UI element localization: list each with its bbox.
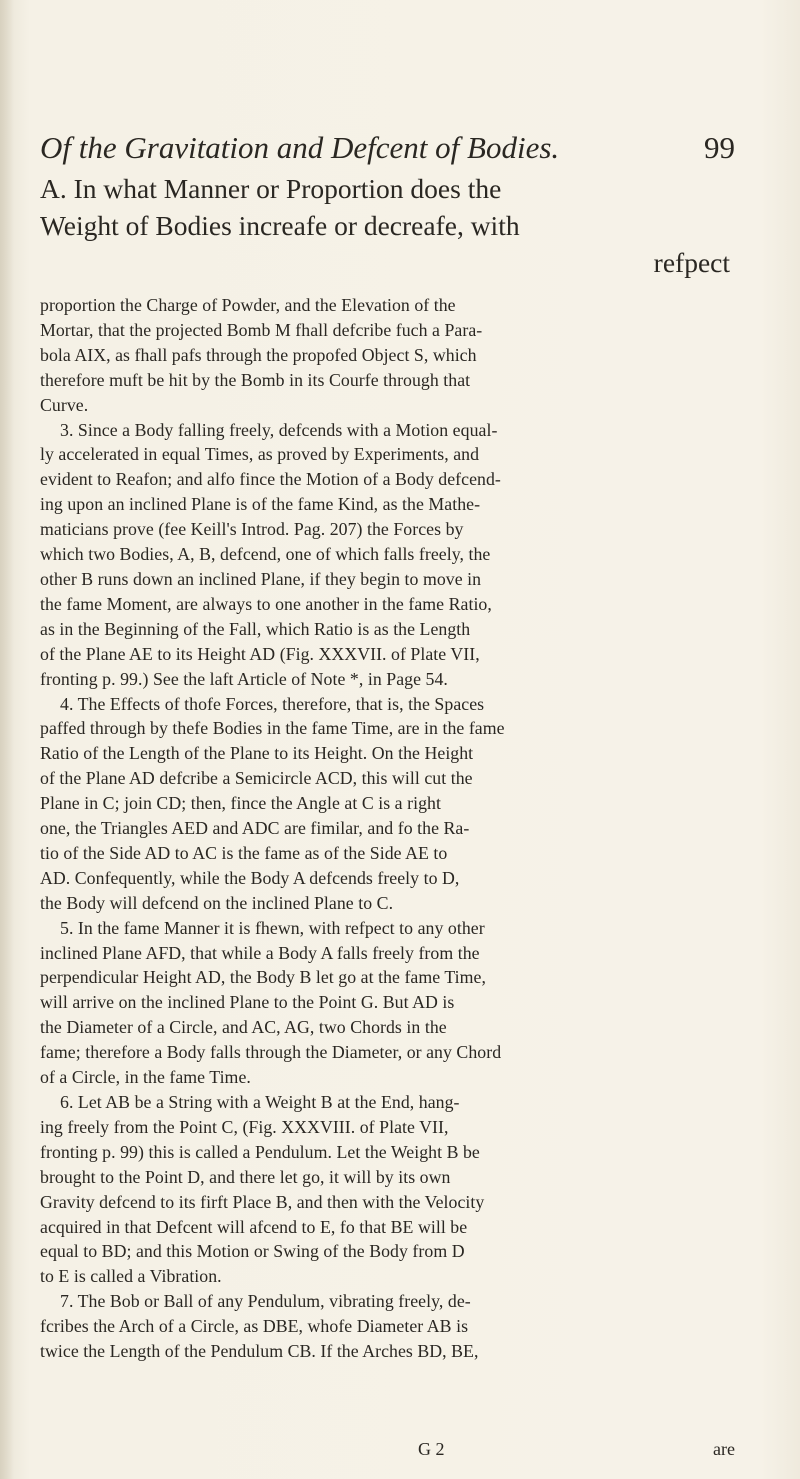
text-line: therefore muft be hit by the Bomb in its Courfe through that [40,369,471,390]
text-line: to E is called a Vibration. [40,1266,222,1287]
text-line: bola AIX, as fhall pafs through the propofed Object S, which [40,344,477,365]
running-header [40,128,760,168]
paragraph-6-start: 6. Let AB be a String with a Weight B at the End, hang- [60,1092,460,1112]
text-line: inclined Plane AFD, that while a Body A falls freely from the [40,942,480,963]
catchword: are [713,1439,735,1459]
text-line: equal to BD; and this Motion or Swing of the Body from D [40,1241,465,1262]
paragraph-3-start: 3. Since a Body falling freely, defcends with a Motion equal- [60,419,498,440]
body-text [40,293,752,1364]
text-line: twice the Length of the Pendulum CB. If the Arches BD, BE, [40,1341,479,1362]
text-line: of the Plane AE to its Height AD (Fig. XXXVII. of Plate VII, [40,643,480,664]
question-line: refpect [653,247,730,278]
text-line: fronting p. 99) this is called a Pendulum. Let the Weight B be [40,1141,480,1162]
text-line: AD. Confequently, while the Body A defcends freely to D, [40,867,460,888]
text-line: tio of the Side AD to AC is the fame as of the Side AE to [40,842,448,863]
text-line: ing upon an inclined Plane is of the fame Kind, as the Mathe- [40,494,481,515]
text-line: paffed through by thefe Bodies in the fame Time, are in the fame [40,718,505,739]
paragraph-5-start: 5. In the fame Manner it is fhewn, with refpect to any other [60,917,485,938]
text-line: Gravity defcend to its firft Place B, and then with the Velocity [40,1191,485,1212]
text-line: ing freely from the Point C, (Fig. XXXVIII. of Plate VII, [40,1116,449,1137]
text-line: ly accelerated in equal Times, as proved by Experiments, and [40,444,480,465]
text-line: fronting p. 99.) See the laft Article of Note *, in Page 54. [40,668,448,689]
text-line: of a Circle, in the fame Time. [40,1067,251,1088]
text-line: other B runs down an inclined Plane, if they begin to move in [40,568,482,589]
running-title: Of the Gravitation and Defcent of Bodies. [40,130,560,165]
paragraph-7-start: 7. The Bob or Ball of any Pendulum, vibrating freely, de- [60,1291,471,1312]
question-line: Weight of Bodies increafe or decreafe, with [40,210,520,241]
text-line: Plane in C; join CD; then, fince the Angle at C is a right [40,793,441,814]
text-line: Curve. [40,394,89,415]
text-line: evident to Reafon; and alfo fince the Motion of a Body defcend- [40,469,501,490]
text-line: fame; therefore a Body falls through the Diameter, or any Chord [40,1042,502,1063]
page-number: 99 [704,130,735,165]
text-line: the Diameter of a Circle, and AC, AG, two Chords in the [40,1017,447,1038]
question-line: A. In what Manner or Proportion does the [40,173,502,204]
question-heading [40,170,760,281]
text-line: fcribes the Arch of a Circle, as DBE, whofe Diameter AB is [40,1316,469,1337]
text-line: as in the Beginning of the Fall, which Ratio is as the Length [40,618,471,639]
signature-mark: G 2 [418,1439,445,1459]
text-line: will arrive on the inclined Plane to the Point G. But AD is [40,992,455,1013]
text-line: one, the Triangles AED and ADC are fimilar, and fo the Ra- [40,818,470,839]
text-line: of the Plane AD defcribe a Semicircle ACD, this will cut the [40,768,473,789]
text-line: proportion the Charge of Powder, and the Elevation of the [40,295,456,315]
text-line: which two Bodies, A, B, defcend, one of which falls freely, the [40,544,491,565]
paragraph-4-start: 4. The Effects of thofe Forces, therefore, that is, the Spaces [60,693,485,714]
text-line: the Body will defcend on the inclined Plane to C. [40,892,394,913]
text-line: Ratio of the Length of the Plane to its Height. On the Height [40,743,474,764]
text-line: perpendicular Height AD, the Body B let go at the fame Time, [40,967,486,988]
text-line: brought to the Point D, and there let go, it will by its own [40,1166,451,1187]
text-line: the fame Moment, are always to one another in the fame Ratio, [40,593,492,614]
binding-shadow [0,0,14,1479]
text-line: Mortar, that the projected Bomb M fhall defcribe fuch a Para- [40,319,483,340]
text-line: acquired in that Defcent will afcend to E, fo that BE will be [40,1216,468,1237]
text-line: maticians prove (fee Keill's Introd. Pag. 207) the Forces by [40,519,464,540]
